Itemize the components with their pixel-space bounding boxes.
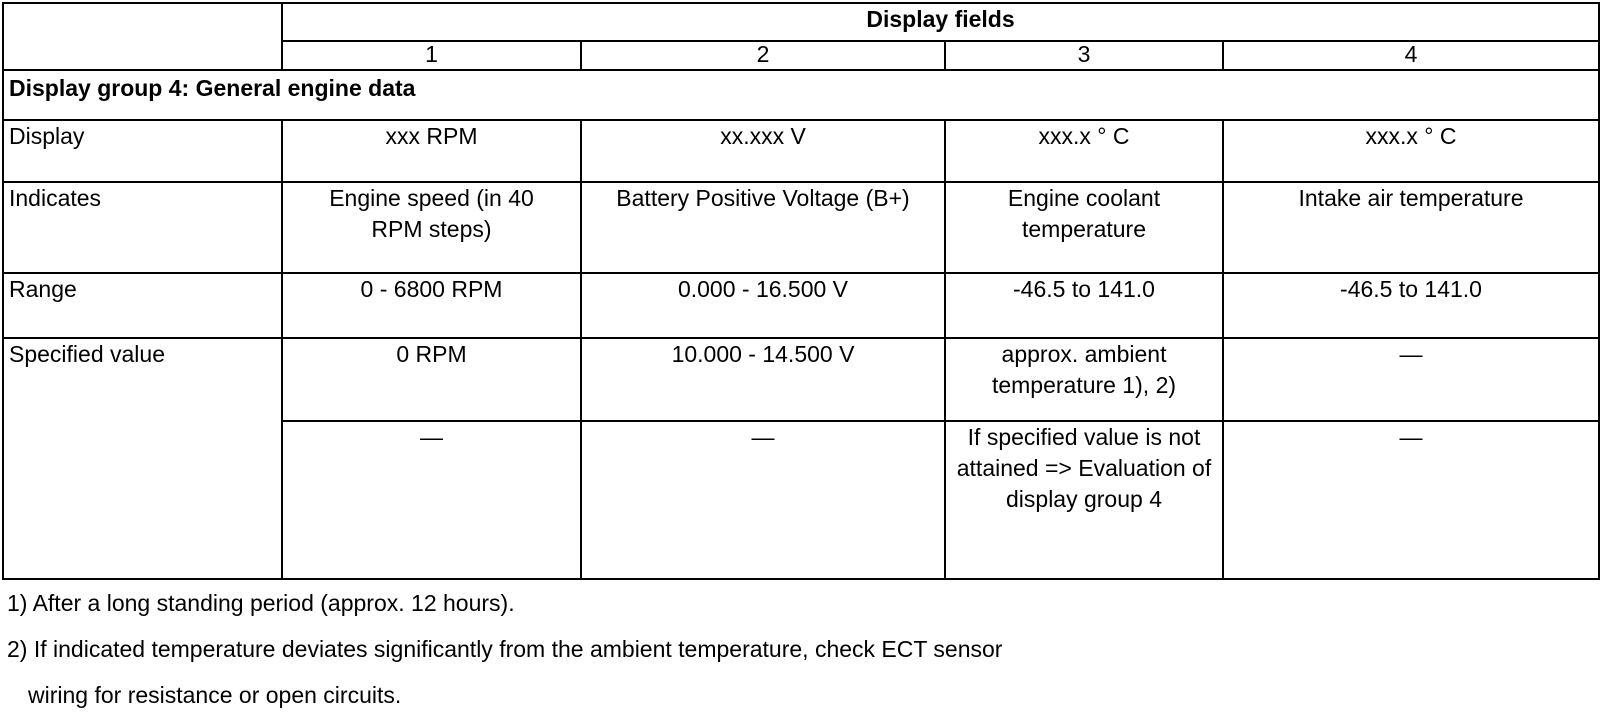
specified-value-4: — bbox=[1223, 338, 1599, 421]
footnote-2-continuation: wiring for resistance or open circuits. bbox=[28, 682, 402, 708]
evaluation-value-4: — bbox=[1223, 421, 1599, 579]
group-title-row bbox=[3, 70, 1599, 120]
evaluation-value-3: If specified value is not attained => Evaluation of display group 4 bbox=[945, 421, 1223, 579]
display-value-3: xxx.x ° C bbox=[945, 120, 1223, 182]
row-label-specified: Specified value bbox=[3, 338, 282, 579]
field-number-3: 3 bbox=[945, 41, 1223, 70]
display-value-4: xxx.x ° C bbox=[1223, 120, 1599, 182]
evaluation-value-1: — bbox=[282, 421, 581, 579]
specified-value-3: approx. ambient temperature 1), 2) bbox=[945, 338, 1223, 421]
display-value-1: xxx RPM bbox=[282, 120, 581, 182]
field-number-4: 4 bbox=[1223, 41, 1599, 70]
footnote-2: 2) If indicated temperature deviates significantly from the ambient temperature, check ECT sensor bbox=[7, 636, 1003, 662]
row-label-range: Range bbox=[3, 273, 282, 338]
row-label-display: Display bbox=[3, 120, 282, 182]
range-row bbox=[3, 273, 1599, 338]
display-row bbox=[3, 120, 1599, 182]
range-value-4: -46.5 to 141.0 bbox=[1223, 273, 1599, 338]
indicates-value-2: Battery Positive Voltage (B+) bbox=[581, 182, 945, 273]
specified-value-1: 0 RPM bbox=[282, 338, 581, 421]
field-number-2: 2 bbox=[581, 41, 945, 70]
range-value-3: -46.5 to 141.0 bbox=[945, 273, 1223, 338]
header-row bbox=[3, 3, 1599, 41]
corner-cell bbox=[3, 3, 282, 70]
specified-value-2: 10.000 - 14.500 V bbox=[581, 338, 945, 421]
indicates-value-3: Engine coolant temperature bbox=[945, 182, 1223, 273]
evaluation-value-2: — bbox=[581, 421, 945, 579]
range-value-2: 0.000 - 16.500 V bbox=[581, 273, 945, 338]
specified-row bbox=[3, 338, 1599, 421]
footnote-1: 1) After a long standing period (approx. 12 hours). bbox=[7, 590, 515, 616]
indicates-value-4: Intake air temperature bbox=[1223, 182, 1599, 273]
specification-table bbox=[2, 2, 1600, 580]
display-value-2: xx.xxx V bbox=[581, 120, 945, 182]
indicates-value-1: Engine speed (in 40 RPM steps) bbox=[282, 182, 581, 273]
range-value-1: 0 - 6800 RPM bbox=[282, 273, 581, 338]
group-title: Display group 4: General engine data bbox=[3, 70, 1599, 120]
field-number-1: 1 bbox=[282, 41, 581, 70]
display-fields-header: Display fields bbox=[282, 3, 1599, 41]
row-label-indicates: Indicates bbox=[3, 182, 282, 273]
indicates-row bbox=[3, 182, 1599, 273]
